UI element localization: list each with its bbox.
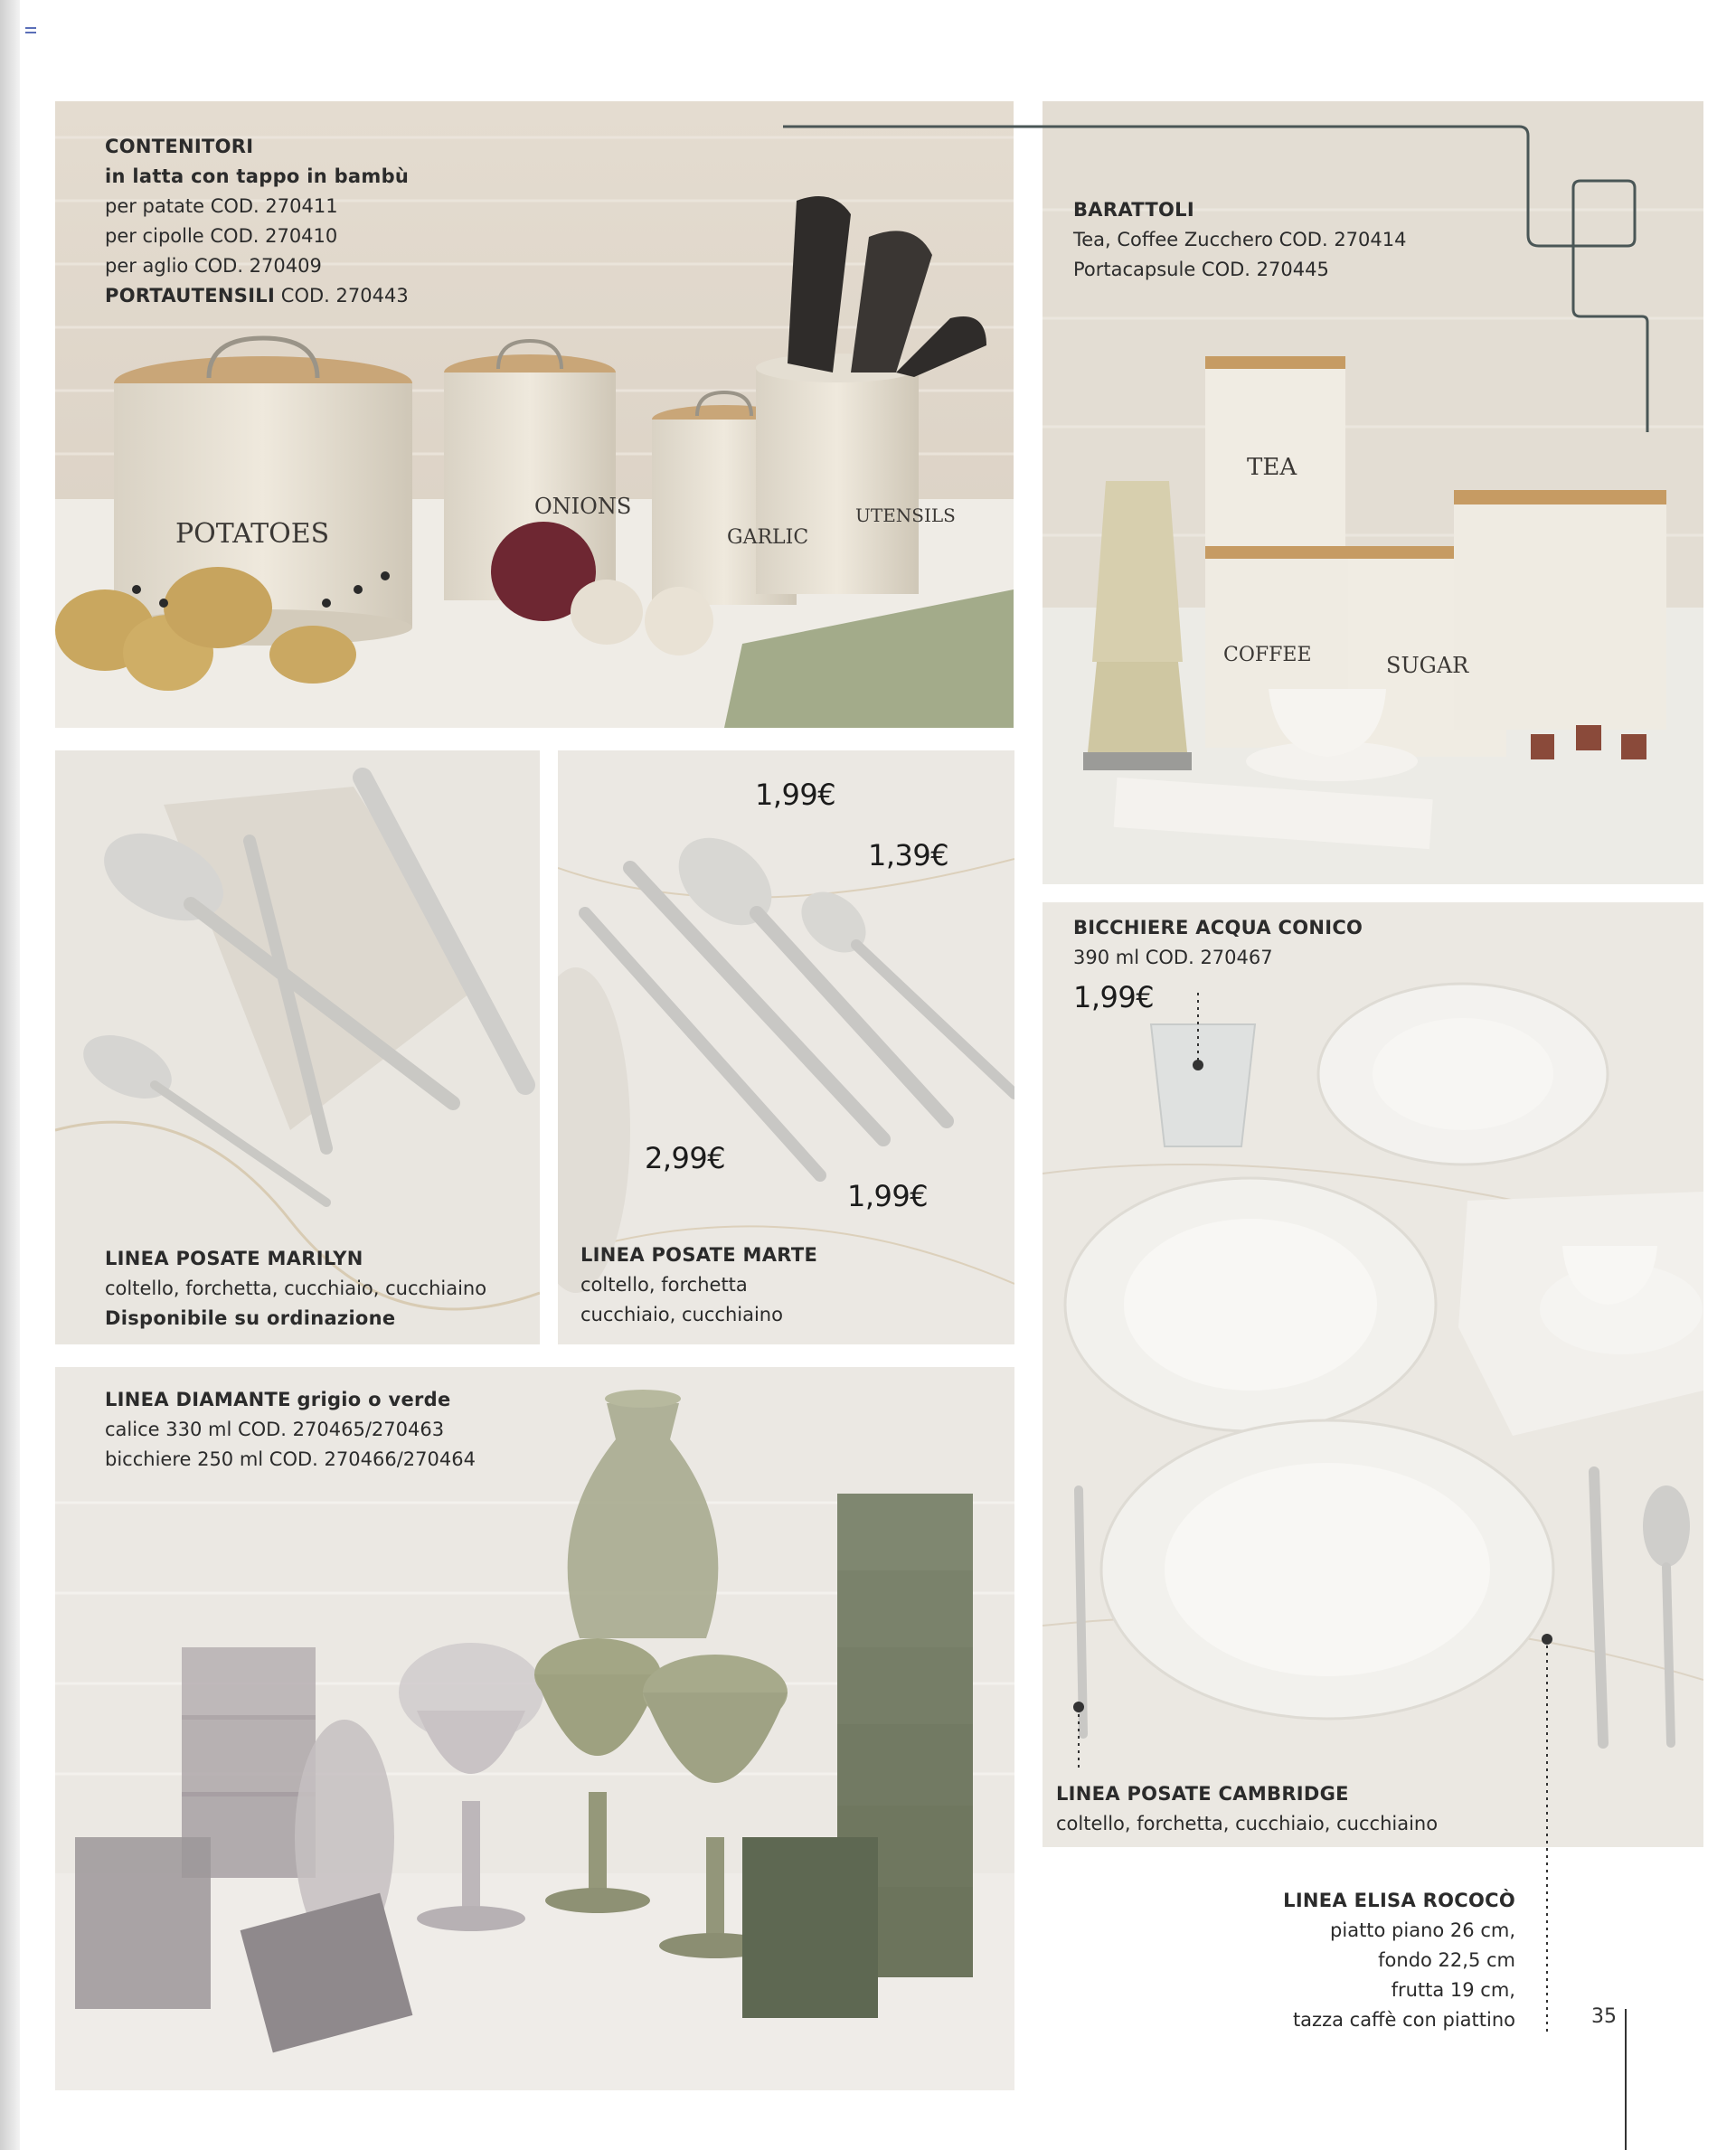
cambridge-line-1: coltello, forchetta, cucchiaio, cucchiaino bbox=[1056, 1813, 1439, 1834]
caption-barattoli bbox=[1073, 195, 1406, 285]
marte-title: LINEA POSATE MARTE bbox=[580, 1244, 818, 1266]
can-label-utensils: UTENSILS bbox=[855, 504, 956, 526]
marte-price-1: 1,99€ bbox=[755, 778, 836, 812]
elisa-line-1: piatto piano 26 cm, bbox=[1330, 1919, 1515, 1941]
contenitori-subtitle: in latta con tappo in bambù bbox=[105, 165, 410, 187]
contenitori-title: CONTENITORI bbox=[105, 136, 254, 157]
diamante-title-suffix: grigio o verde bbox=[297, 1389, 451, 1410]
jar-label-sugar: SUGAR bbox=[1386, 653, 1469, 678]
can-label-onions: ONIONS bbox=[534, 494, 632, 519]
panel-diamante bbox=[55, 1367, 1014, 2090]
caption-bicchiere bbox=[1073, 913, 1363, 973]
diamante-line-1: calice 330 ml COD. 270465/270463 bbox=[105, 1419, 445, 1440]
marilyn-line-1: coltello, forchetta, cucchiaio, cucchiaino bbox=[105, 1278, 487, 1299]
marte-price-2: 1,39€ bbox=[868, 838, 949, 872]
marte-line-1: coltello, forchetta bbox=[580, 1274, 748, 1296]
page-gutter bbox=[0, 0, 20, 2150]
contenitori-line-3: per aglio COD. 270409 bbox=[105, 255, 322, 277]
bicchiere-title: BICCHIERE ACQUA CONICO bbox=[1073, 917, 1363, 938]
diamante-title: LINEA DIAMANTE bbox=[105, 1389, 291, 1410]
caption-contenitori bbox=[105, 132, 409, 311]
contenitori-line-1: per patate COD. 270411 bbox=[105, 195, 338, 217]
jar-label-tea: TEA bbox=[1247, 454, 1297, 481]
bicchiere-price: 1,99€ bbox=[1073, 980, 1155, 1014]
cambridge-title: LINEA POSATE CAMBRIDGE bbox=[1056, 1783, 1349, 1805]
jar-label-coffee: COFFEE bbox=[1223, 644, 1312, 666]
portautensili-label: PORTAUTENSILI bbox=[105, 285, 276, 306]
barattoli-line-1: Tea, Coffee Zucchero COD. 270414 bbox=[1073, 229, 1407, 250]
photo-diamante bbox=[55, 1367, 1014, 2090]
photo-tavola bbox=[1043, 902, 1703, 1847]
barattoli-line-2: Portacapsule COD. 270445 bbox=[1073, 259, 1329, 280]
can-label-garlic: GARLIC bbox=[727, 526, 809, 549]
barattoli-title: BARATTOLI bbox=[1073, 199, 1194, 221]
marilyn-line-2: Disponibile su ordinazione bbox=[105, 1307, 396, 1329]
menu-icon[interactable] bbox=[25, 27, 36, 36]
caption-marte bbox=[580, 1240, 817, 1330]
page-number-rule bbox=[1625, 2009, 1627, 2150]
portautensili-code: COD. 270443 bbox=[280, 285, 409, 306]
page-number: 35 bbox=[1591, 2005, 1617, 2028]
bicchiere-line-1: 390 ml COD. 270467 bbox=[1073, 947, 1273, 968]
elisa-line-4: tazza caffè con piattino bbox=[1292, 2009, 1515, 2031]
elisa-title: LINEA ELISA ROCOCÒ bbox=[1283, 1890, 1515, 1911]
can-label-potatoes: POTATOES bbox=[175, 518, 330, 550]
marte-line-2: cucchiaio, cucchiaino bbox=[580, 1304, 783, 1325]
panel-tavola bbox=[1043, 902, 1703, 1847]
caption-cambridge bbox=[1056, 1779, 1438, 1839]
diamante-line-2: bicchiere 250 ml COD. 270466/270464 bbox=[105, 1448, 476, 1470]
marilyn-title: LINEA POSATE MARILYN bbox=[105, 1248, 363, 1269]
caption-marilyn bbox=[105, 1244, 486, 1334]
marte-price-3: 2,99€ bbox=[645, 1141, 726, 1175]
elisa-line-3: frutta 19 cm, bbox=[1391, 1979, 1515, 2001]
contenitori-line-2: per cipolle COD. 270410 bbox=[105, 225, 338, 247]
elisa-line-2: fondo 22,5 cm bbox=[1378, 1949, 1515, 1971]
caption-elisa bbox=[1175, 1886, 1515, 2035]
marte-price-4: 1,99€ bbox=[847, 1179, 929, 1213]
caption-diamante bbox=[105, 1385, 476, 1475]
